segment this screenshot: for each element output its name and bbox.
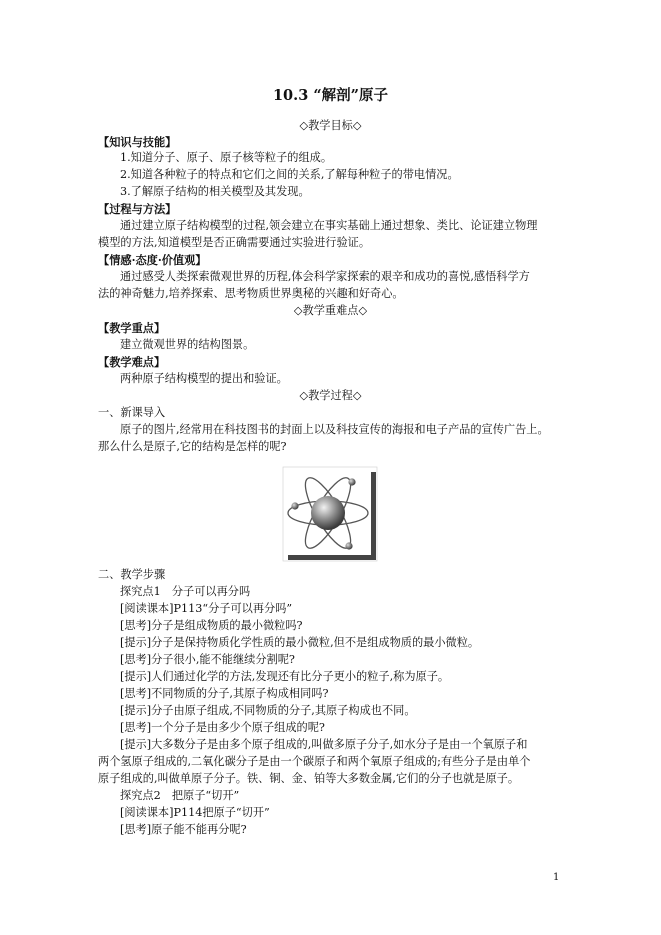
paragraph-line: [思考]分子很小,能不能继续分割呢? [120, 653, 295, 666]
paragraph-line: 法的神奇魅力,培养探索、思考物质世界奥秘的兴趣和好奇心。 [98, 287, 404, 300]
paragraph-line: 两个氢原子组成的,二氧化碳分子是由一个碳原子和两个氧原子组成的;有些分子是由单个 [98, 755, 531, 768]
heading-key-point: 【教学重点】 [98, 321, 166, 335]
paragraph-line: 原子组成的,叫做单原子分子。铁、铜、金、铂等大多数金属,它们的分子也就是原子。 [98, 772, 520, 785]
atom-illustration [282, 466, 378, 562]
paragraph-line: [提示]大多数分子是由多个原子组成的,叫做多原子分子,如水分子是由一个氧原子和 [120, 738, 528, 751]
heading-intro: 一、新课导入 [98, 406, 166, 419]
paragraph-line: 建立微观世界的结构图景。 [120, 338, 255, 351]
heading-emotion-attitude: 【情感·态度·价值观】 [98, 253, 207, 267]
paragraph-line: [阅读课本]P114把原子“切开” [120, 806, 270, 819]
explore-point-2: 探究点2 把原子“切开” [120, 789, 240, 802]
paragraph-line: [提示]人们通过化学的方法,发现还有比分子更小的粒子,称为原子。 [120, 670, 450, 683]
section-heading-process: ◇教学过程◇ [299, 389, 362, 402]
document-title: 10.3 “解剖”原子 [272, 87, 389, 104]
paragraph-line: 那么什么是原子,它的结构是怎样的呢? [98, 440, 287, 453]
heading-steps: 二、教学步骤 [98, 568, 166, 581]
section-heading-goals: ◇教学目标◇ [299, 119, 362, 132]
goal-line-2: 2.知道各种粒子的特点和它们之间的关系,了解每种粒子的带电情况。 [120, 168, 459, 181]
heading-process-method: 【过程与方法】 [98, 202, 177, 216]
paragraph-line: [提示]分子是保持物质化学性质的最小微粒,但不是组成物质的最小微粒。 [120, 636, 480, 649]
page-number: 1 [553, 872, 560, 883]
paragraph-line: 通过建立原子结构模型的过程,领会建立在事实基础上通过想象、类比、论证建立物理 [120, 219, 538, 232]
paragraph-line: 两种原子结构模型的提出和验证。 [120, 372, 288, 385]
paragraph-line: [思考]不同物质的分子,其原子构成相同吗? [120, 687, 329, 700]
paragraph-line: [提示]分子由原子组成,不同物质的分子,其原子构成也不同。 [120, 704, 416, 717]
paragraph-line: [思考]原子能不能再分呢? [120, 823, 247, 836]
heading-difficulty: 【教学难点】 [98, 355, 166, 369]
heading-knowledge-skills: 【知识与技能】 [98, 135, 177, 149]
goal-line-3: 3.了解原子结构的相关模型及其发现。 [120, 185, 310, 198]
section-heading-focus: ◇教学重难点◇ [293, 304, 368, 317]
paragraph-line: [思考]一个分子是由多少个原子组成的呢? [120, 721, 325, 734]
paragraph-line: 模型的方法,知道模型是否正确需要通过实验进行验证。 [98, 236, 371, 249]
paragraph-line: 原子的图片,经常用在科技图书的封面上以及科技宣传的海报和电子产品的宣传广告上。 [120, 423, 549, 436]
goal-line-1: 1.知道分子、原子、原子核等粒子的组成。 [120, 151, 333, 164]
paragraph-line: [思考]分子是组成物质的最小微粒吗? [120, 619, 303, 632]
explore-point-1: 探究点1 分子可以再分吗 [120, 585, 251, 598]
paragraph-line: [阅读课本]P113“分子可以再分吗” [120, 602, 293, 615]
paragraph-line: 通过感受人类探索微观世界的历程,体会科学家探索的艰辛和成功的喜悦,感悟科学方 [120, 270, 530, 283]
